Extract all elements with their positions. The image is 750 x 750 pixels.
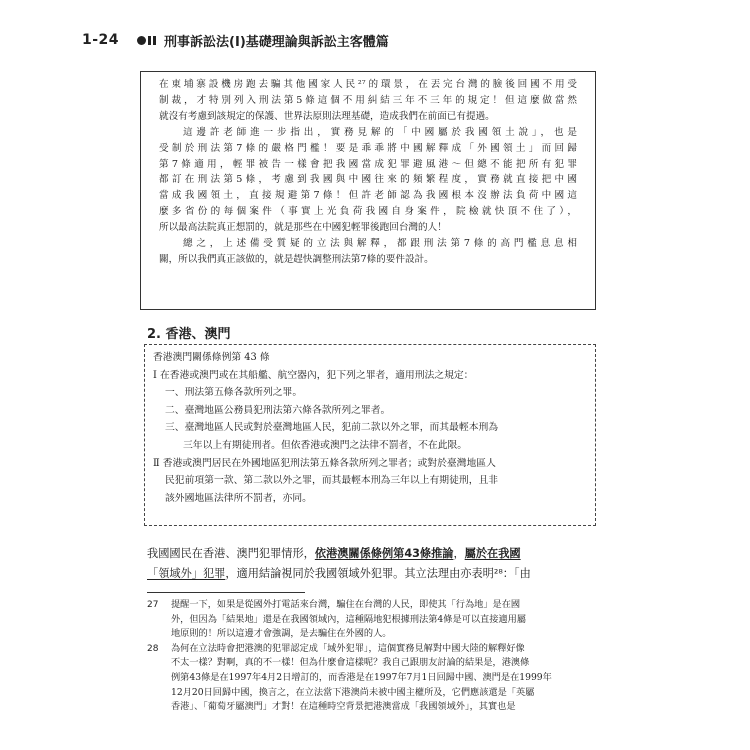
body-emphasis: 依港澳關係條例第43條推論 [314,547,454,560]
commentary-line: 麼多省份的每個案件（事實上光負荷我國自身案件，院檢就快頂不住了）， [159,206,577,218]
statute-item: 二、臺灣地區公務員犯刑法第六條各款所列之罪者。 [165,404,391,416]
footnote-line: 例第43條是在1997年4月2日增訂的，而香港是在1997年7月1日回歸中國、澳門是在1999年 [171,671,552,683]
footnote-line: 提醒一下，如果是從國外打電話來台灣，騙住在台灣的人民，即使其「行為地」是在國 [171,599,521,610]
commentary-line: 總之，上述備受質疑的立法與解釋，都跟刑法第7條的高門檻息息相 [183,238,577,250]
commentary-line: 第7條適用，輕罪被告一樣會把我國當成犯罪避風港～但總不能把所有犯罪 [159,158,577,170]
commentary-line: 就沒有考慮到該規定的保護、世界法原則法理基礎，造成我們在前面已有提過。 [159,110,495,122]
body-line [147,564,597,584]
body-emphasis: 「領域外」犯罪 [147,567,226,580]
chapter-mark-icon [137,36,158,45]
commentary-line: 這邊許老師進一步指出，實務見解的「中國屬於我國領土說」，也是 [183,126,577,138]
body-text-segment: ， [453,547,465,560]
footnote-number: 27 [147,600,159,610]
body-paragraph [147,544,597,584]
footnote [147,598,597,642]
section-heading: 2. 香港、澳門 [147,327,231,342]
commentary-line: 都訂在刑法第5條，考慮到我國與中國往來的頻繁程度，實務就直接把中國 [159,174,577,186]
body-text-segment: 我國國民在香港、澳門犯罪情形， [147,547,315,560]
page-number: 1-24 [82,32,120,48]
footnote-line: 香港」、「葡萄牙屬澳門」才對！在這種時空背景把港澳當成「我國領域外」，其實也是 [171,701,516,713]
footnote-line: 12月20日回歸中國，換言之，在立法當下港澳尚未被中國主權所及，它們應該還是「英屬 [171,686,535,698]
body-text-segment: ，適用結論視同於我國領域外犯罪。其立法理由亦表明²⁸：「由 [225,567,531,580]
statute-paragraph-2: 該外國地區法律所不罰者，亦同。 [165,492,312,504]
footnote-number: 28 [147,643,159,654]
footnotes [147,598,597,715]
statute-box [144,344,596,526]
commentary-line: 受制於刑法第7條的嚴格門檻！要是乖乖將中國解釋成「外國領土」而回歸 [159,142,577,154]
footnote-divider [147,592,305,593]
statute-paragraph-2: 民犯前項第一款、第二款以外之罪，而其最輕本刑為三年以上有期徒刑，且非 [165,475,499,487]
body-emphasis: 屬於在我國 [464,547,521,560]
footnote [147,642,597,715]
statute-paragraph-2: Ⅱ 香港或澳門居民在外國地區犯刑法第五條各款所列之罪者；或對於臺灣地區人 [153,457,496,469]
book-title: 刑事訴訟法(Ⅰ)基礎理論與訴訟主客體篇 [164,34,389,50]
commentary-line: 當成我國領土，直接規避第7條！但許老師認為我國根本沒辦法負荷中國這 [159,190,577,202]
statute-paragraph-1: Ⅰ 在香港或澳門或在其船艦、航空器內，犯下列之罪者，適用刑法之規定： [153,369,474,381]
commentary-line: 在東埔寨設機房跑去騙其他國家人民²⁷的環景，在丟完台灣的臉後回國不用受 [159,79,577,90]
statute-item: 三、臺灣地區人民或對於臺灣地區人民，犯前二款以外之罪，而其最輕本刑為 [165,422,499,434]
commentary-line: 制裁，才特別列入刑法第5條這個不用糾結三年不三年的規定！但這麼做當然 [159,94,577,106]
footnote-line: 不太一樣？對啊，真的不一樣！但為什麼會這樣呢？我自己跟朋友討論的結果是，港澳條 [171,657,530,669]
statute-item-continuation: 三年以上有期徒刑者。但依香港或澳門之法律不罰者，不在此限。 [183,439,468,451]
commentary-line: 所以最高法院真正想罰的，就是那些在中國犯輕罪後跑回台灣的人！ [159,222,447,234]
footnote-line: 為何在立法時會把港澳的犯罪認定成「域外犯罪」，這個實務見解對中國大陸的解釋好像 [171,642,525,654]
commentary-box [140,71,596,310]
statute-item: 一、刑法第五條各款所列之罪。 [165,387,303,399]
commentary-line: 關，所以我們真正該做的，就是趕快調整刑法第7條的要件設計。 [159,253,434,265]
page-header [82,29,682,51]
footnote-line: 地原則的！所以這邊才會強調，是去騙住在外國的人。 [171,628,392,640]
statute-title: 香港澳門關係條例第 43 條 [153,352,270,363]
body-line [147,544,597,564]
footnote-line: 外，但因為「結果地」還是在我國領域內，這種隔地犯根據刑法第4條是可以直接適用屬 [171,613,526,625]
